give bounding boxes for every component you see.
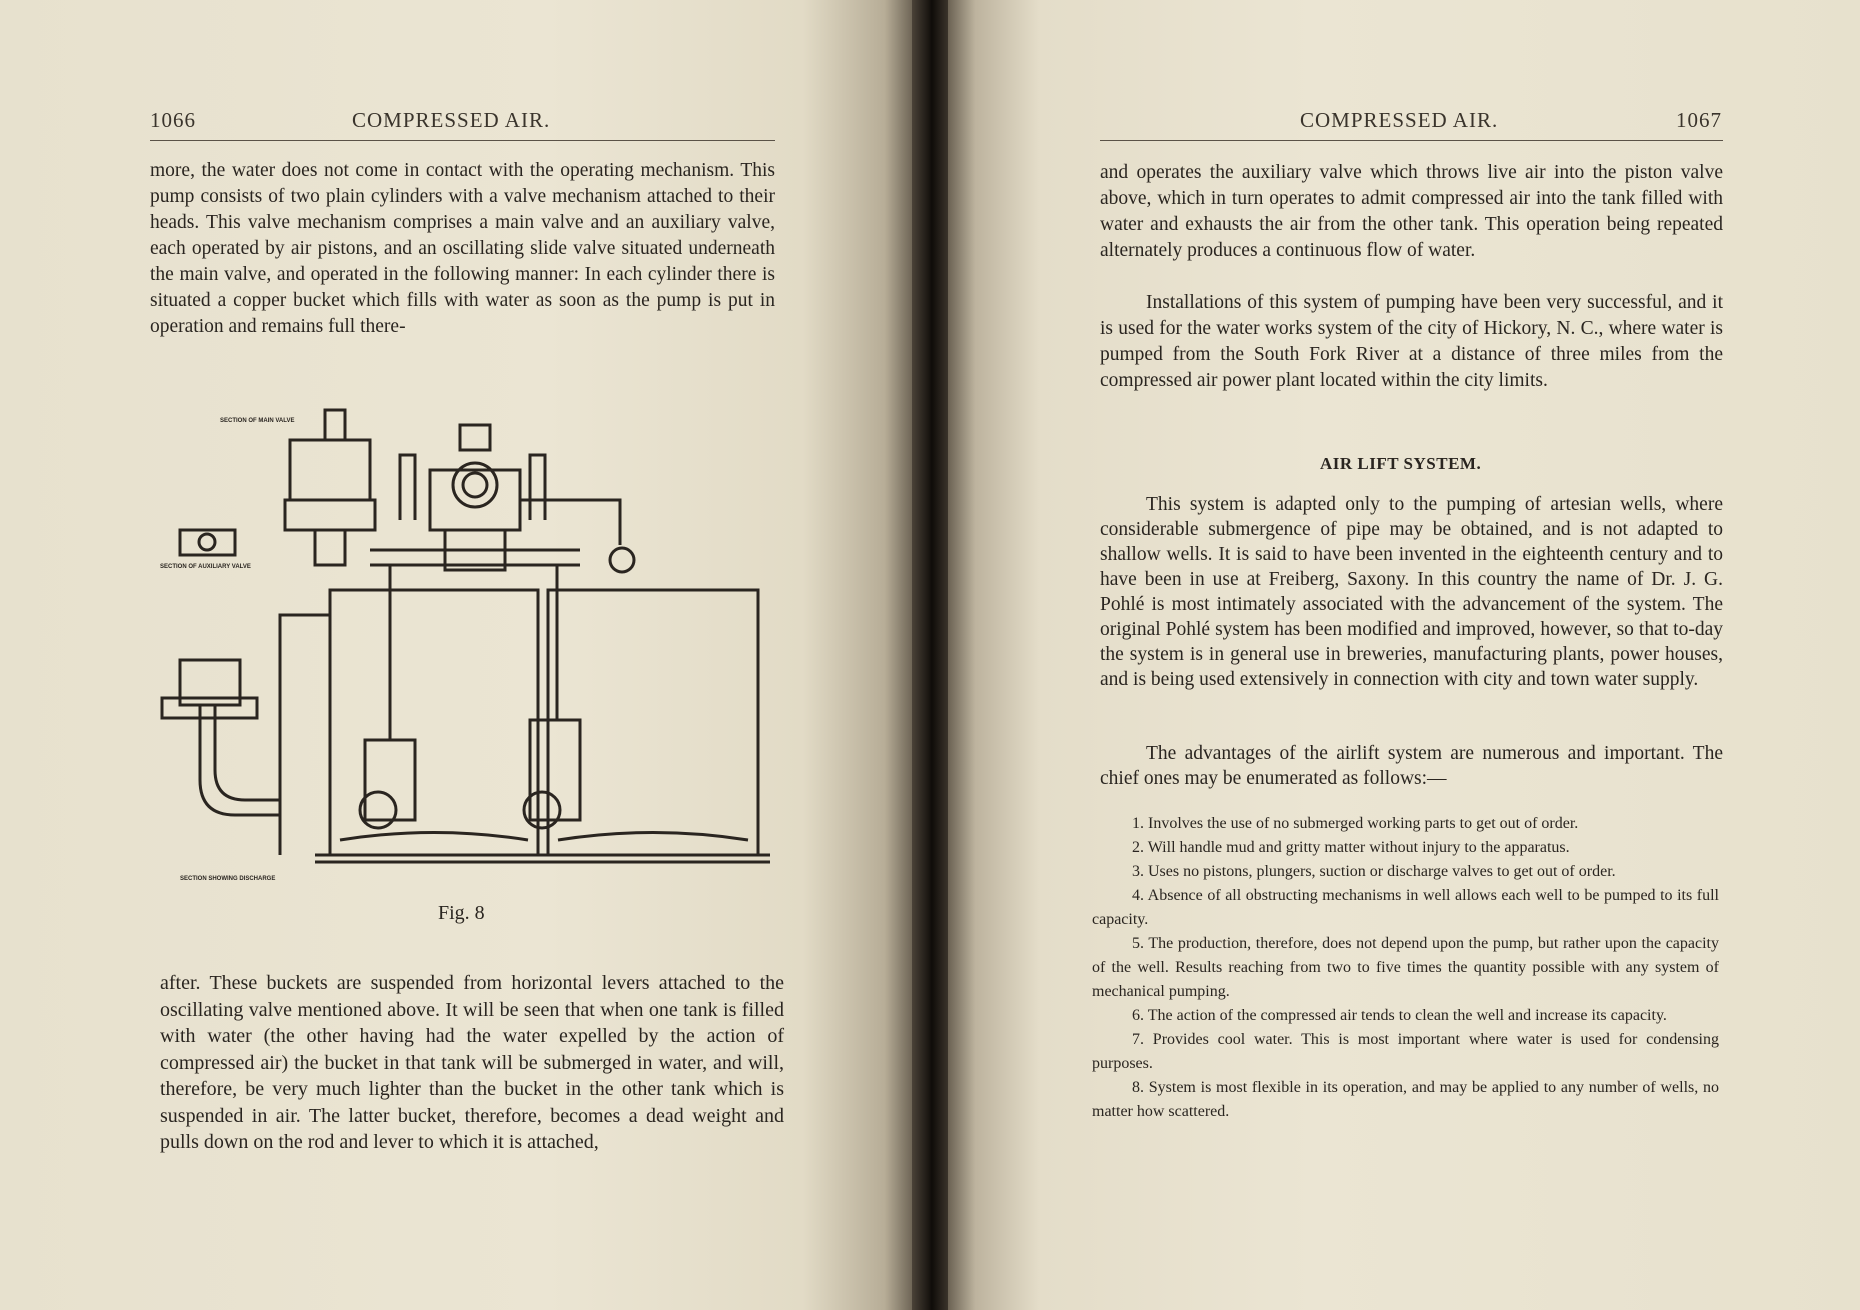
section-heading: AIR LIFT SYSTEM.	[1320, 454, 1482, 473]
page-number-right: 1067	[1676, 108, 1722, 132]
left-paragraph-top: more, the water does not come in contact with the operating mechanism. This pump consists of two plain cylinders with a valve mechanism attached to their heads. This valve mechanism comprises a main valve and an auxiliary valve, each operated by air pistons, and an oscillating slide valve situated underneath the main valve, and operated in the following manner: In each cylinder there is situated a copper bucket which fills with water as soon as the pump is put in operation and remains full there-	[150, 160, 775, 337]
header-rule-left	[150, 140, 775, 141]
list-item: 1. Involves the use of no submerged working parts to get out of order.	[1132, 815, 1579, 832]
list-item: 6. The action of the compressed air tends to clean the well and increase its capacity.	[1132, 1007, 1667, 1024]
advantages-list	[1092, 812, 1719, 1124]
figure-caption: Fig. 8	[438, 902, 485, 924]
list-item: 3. Uses no pistons, plungers, suction or discharge valves to get out of order.	[1132, 863, 1616, 880]
list-item: 2. Will handle mud and gritty matter without injury to the apparatus.	[1132, 839, 1570, 856]
header-rule-right	[1100, 140, 1723, 141]
pump-diagram-figure	[160, 400, 780, 900]
list-item: 4. Absence of all obstructing mechanisms in well allows each well to be pumped to its full capacity.	[1092, 887, 1719, 928]
list-item: 5. The production, therefore, does not depend upon the pump, but rather upon the capacity of the well. Results reaching from two to five times the quantity possible with any system of mechanical pumping.	[1092, 935, 1719, 1000]
list-item: 8. System is most flexible in its operation, and may be applied to any number of wells, no matter how scattered.	[1092, 1079, 1719, 1120]
right-paragraph-1: and operates the auxiliary valve which throws live air into the piston valve above, which in turn operates to admit compressed air into the tank filled with water and exhausts the air from the other tank. This operation being repeated alternately produces a continuous flow of water.	[1100, 162, 1723, 261]
running-head-right: COMPRESSED AIR.	[1300, 108, 1499, 132]
label-auxiliary-valve: SECTION OF AUXILIARY VALVE	[160, 564, 251, 570]
right-paragraph-4: The advantages of the airlift system are numerous and important. The chief ones may be enumerated as follows:—	[1100, 743, 1723, 789]
right-paragraph-3: This system is adapted only to the pumping of artesian wells, where considerable submergence of pipe may be obtained, and is not adapted to shallow wells. It is said to have been invented in the eighteenth century and to have been in use at Freiberg, Saxony. In this country the name of Dr. J. G. Pohlé is most intimately associated with the advancement of the system. The original Pohlé system has been modified and improved, however, so that to-day the system is in general use in breweries, manufacturing plants, power houses, and is being used extensively in connection with city and town water supply.	[1100, 494, 1723, 690]
left-page	[0, 0, 912, 1310]
pump-diagram	[160, 400, 780, 900]
label-main-valve: SECTION OF MAIN VALVE	[220, 418, 295, 424]
right-paragraph-2: Installations of this system of pumping have been very successful, and it is used for the water works system of the city of Hickory, N. C., where water is pumped from the South Fork River at a distance of three miles from the compressed air power plant located within the city limits.	[1100, 292, 1723, 391]
list-item: 7. Provides cool water. This is most important where water is used for condensing purposes.	[1092, 1031, 1719, 1072]
book-gutter	[912, 0, 948, 1310]
page-number-left: 1066	[150, 108, 196, 132]
left-bucket	[365, 740, 415, 820]
left-paragraph-bottom: after. These buckets are suspended from horizontal levers attached to the oscillating valve mentioned above. It will be seen that when one tank is filled with water (the other having had the water expelled by the action of compressed air) the bucket in that tank will be submerged in water, and will, therefore, be very much lighter than the bucket in the other tank which is suspended in air. The latter bucket, therefore, becomes a dead weight and pulls down on the rod and lever to which it is attached,	[160, 972, 784, 1153]
running-head-left: COMPRESSED AIR.	[352, 108, 551, 132]
label-discharge: SECTION SHOWING DISCHARGE	[180, 876, 276, 882]
